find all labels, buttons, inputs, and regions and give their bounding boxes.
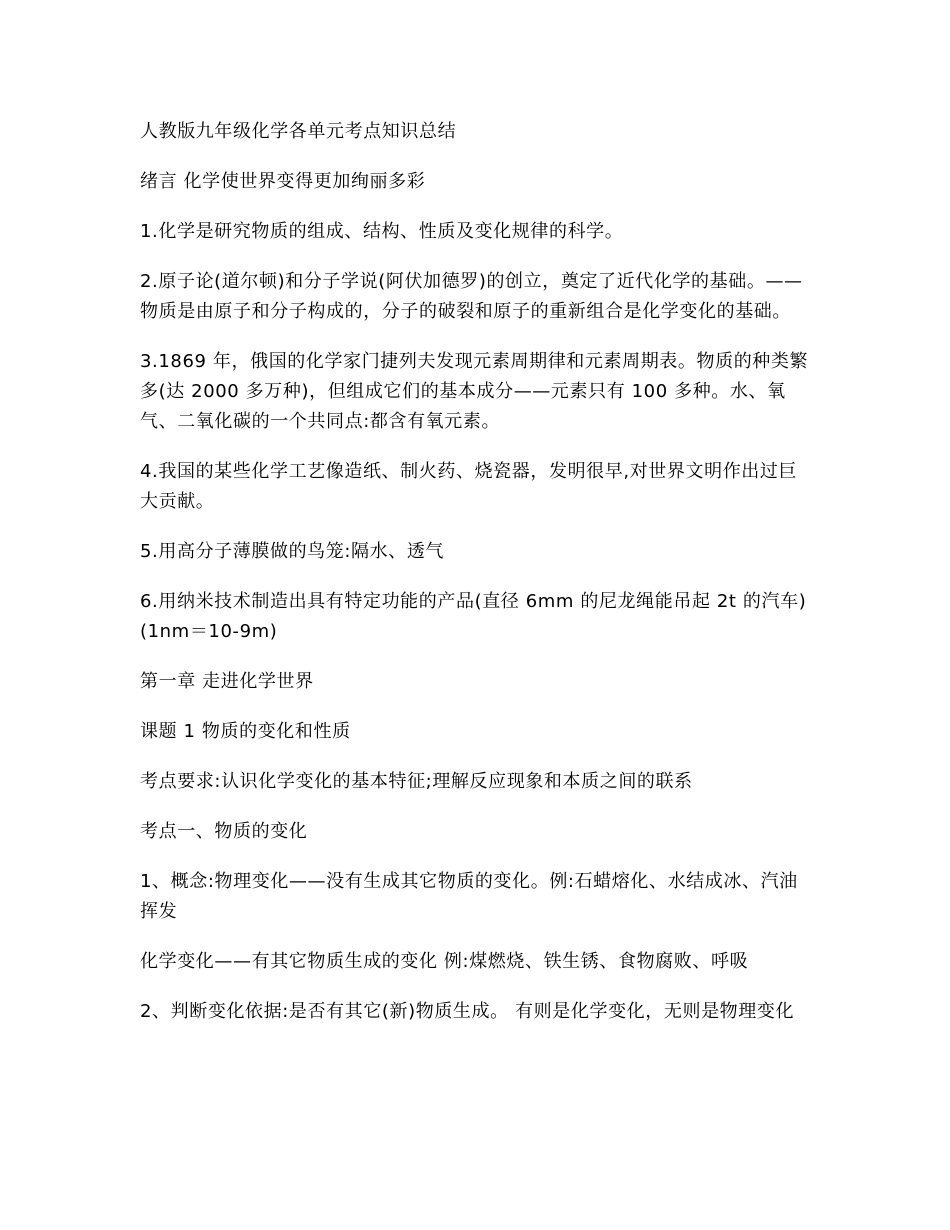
exam-requirement: 考点要求:认识化学变化的基本特征;理解反应现象和本质之间的联系 bbox=[140, 771, 693, 792]
paragraph-5: 5.用高分子薄膜做的鸟笼:隔水、透气 bbox=[140, 541, 445, 562]
section-heading-intro: 绪言 化学使世界变得更加绚丽多彩 bbox=[140, 171, 426, 192]
document-body bbox=[140, 117, 812, 1047]
document-title: 人教版九年级化学各单元考点知识总结 bbox=[140, 121, 457, 142]
chapter-heading: 第一章 走进化学世界 bbox=[140, 671, 314, 692]
change-criterion: 2、判断变化依据:是否有其它(新)物质生成。 有则是化学变化，无则是物理变化 bbox=[140, 1001, 795, 1022]
concept-physical-change: 1、概念:物理变化——没有生成其它物质的变化。例:石蜡熔化、水结成冰、汽油挥发 bbox=[140, 871, 798, 922]
exam-point-heading: 考点一、物质的变化 bbox=[140, 821, 308, 842]
paragraph-3: 3.1869 年，俄国的化学家门捷列夫发现元素周期律和元素周期表。物质的种类繁多(达 2000 多万种)，但组成它们的基本成分——元素只有 100 多种。水、氧气、二氧化碳的一个共同点:都含有氧元素。 bbox=[140, 351, 809, 432]
paragraph-4: 4.我国的某些化学工艺像造纸、制火药、烧瓷器，发明很早,对世界文明作出过巨大贡献。 bbox=[140, 461, 798, 512]
paragraph-1: 1.化学是研究物质的组成、结构、性质及变化规律的科学。 bbox=[140, 221, 624, 242]
lesson-heading: 课题 1 物质的变化和性质 bbox=[140, 721, 351, 742]
concept-chemical-change: 化学变化——有其它物质生成的变化 例:煤燃烧、铁生锈、食物腐败、呼吸 bbox=[140, 951, 749, 972]
paragraph-6: 6.用纳米技术制造出具有特定功能的产品(直径 6mm 的尼龙绳能吊起 2t 的汽车)(1nm＝10-9m) bbox=[140, 591, 807, 642]
paragraph-2: 2.原子论(道尔顿)和分子学说(阿伏加德罗)的创立，奠定了近代化学的基础。——物质是由原子和分子构成的，分子的破裂和原子的重新组合是化学变化的基础。 bbox=[140, 271, 803, 322]
